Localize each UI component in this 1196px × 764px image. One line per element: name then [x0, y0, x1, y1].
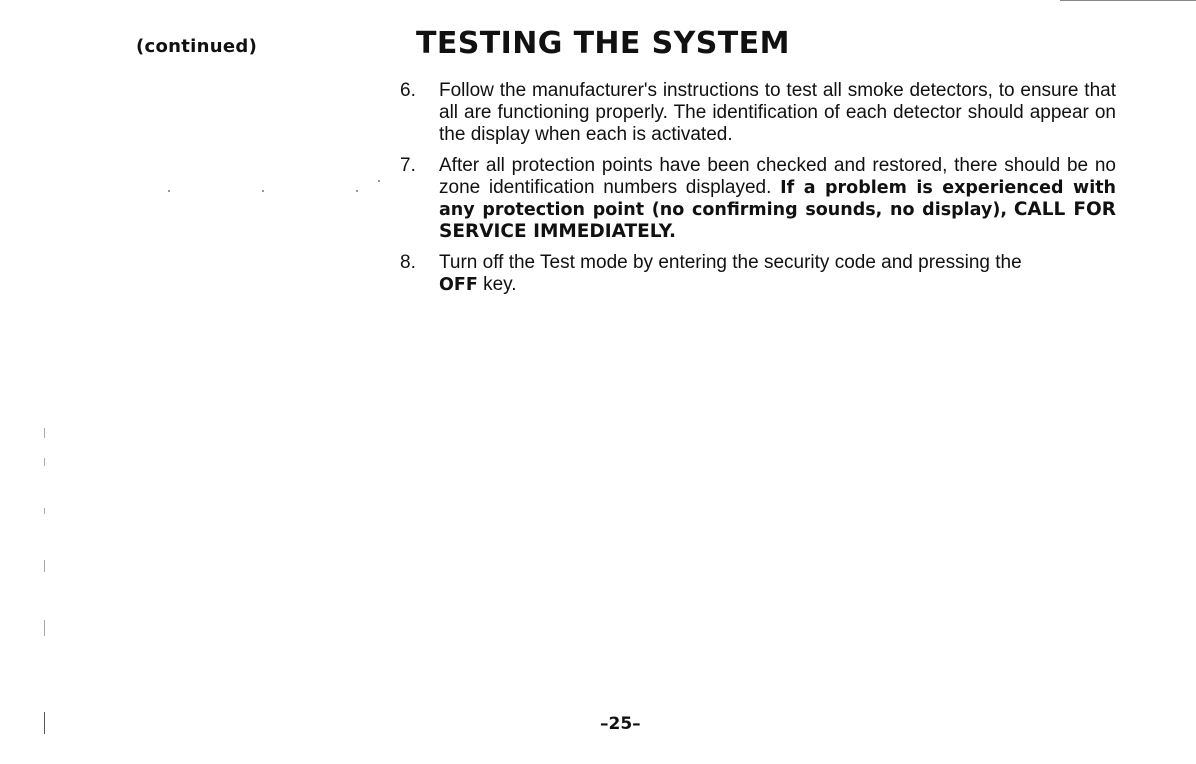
- step-number: 8.: [400, 252, 416, 273]
- step-number: 7.: [400, 155, 416, 176]
- off-key-label: OFF: [439, 275, 478, 295]
- step-8: [400, 252, 1116, 296]
- scan-speck: [168, 190, 170, 192]
- top-edge-rule: [1060, 0, 1196, 1]
- step-text: Follow the manufacturer's instructions to test all smoke detectors, to ensure that all are functioning properly. The identification of each detector should appear on the display when each is activated.: [439, 80, 1116, 145]
- step-text: After all protection points have been checked and restored, there should be no zone identification numbers displayed.: [439, 155, 1116, 198]
- scan-speck: [378, 180, 380, 182]
- scan-speck: [262, 190, 264, 192]
- step-warning-text: If a problem is experienced with any protection point (no confirming sounds, no display),: [439, 178, 1117, 220]
- step-text: Turn off the Test mode by entering the security code and pressing the: [439, 252, 1022, 273]
- margin-mark: [44, 508, 45, 514]
- margin-mark: [44, 620, 45, 636]
- step-6: [400, 80, 1116, 146]
- steps-list: [400, 80, 1116, 305]
- call-for-service-text: CALL FOR SERVICE IMMEDIATELY.: [439, 199, 1116, 242]
- margin-mark: [44, 458, 45, 466]
- step-text-end: key.: [483, 274, 517, 295]
- continued-label: (continued): [136, 36, 258, 57]
- margin-mark: [44, 560, 45, 572]
- scan-speck: [356, 190, 358, 192]
- margin-mark: [44, 712, 45, 734]
- step-number: 6.: [400, 80, 416, 101]
- step-7: [400, 155, 1116, 243]
- page-number: –25–: [600, 714, 641, 734]
- page-title: TESTING THE SYSTEM: [416, 26, 790, 61]
- margin-mark: [44, 428, 45, 438]
